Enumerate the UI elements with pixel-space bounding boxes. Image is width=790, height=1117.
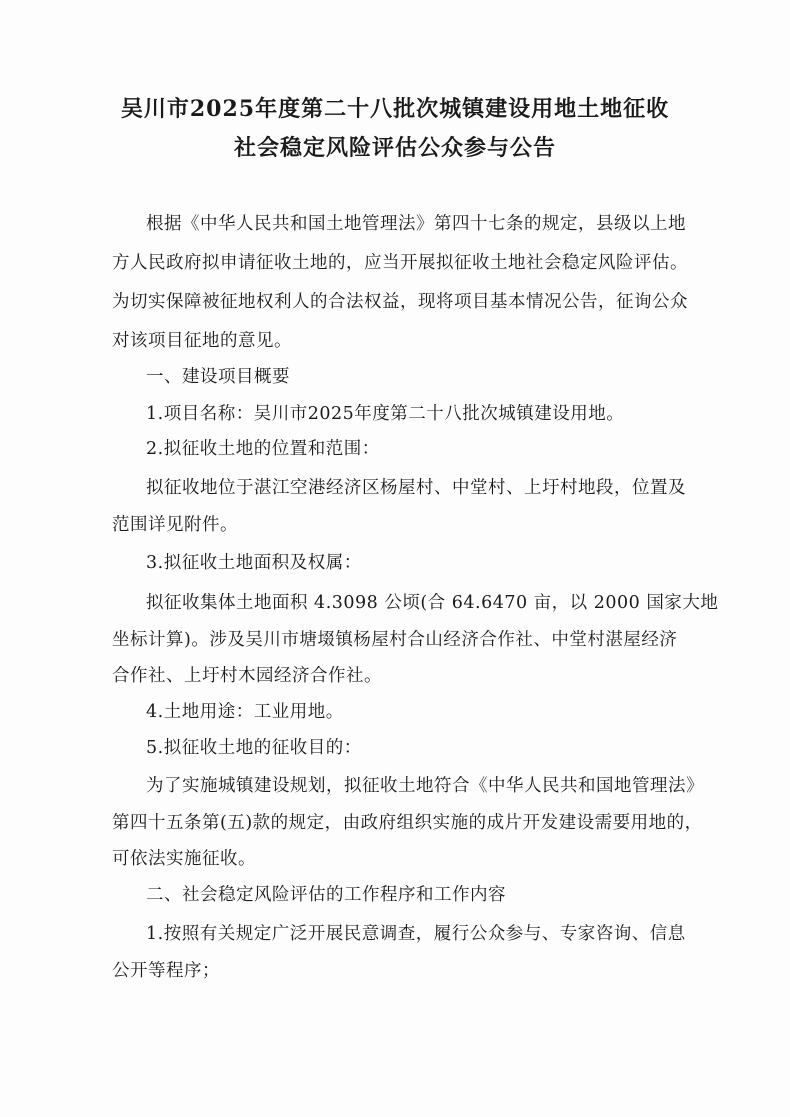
item-2-body-line-2: 范围详见附件。 [112,515,238,535]
intro-line-1: 根据《中华人民共和国土地管理法》第四十七条的规定，县级以上地 [146,214,686,234]
item-5-heading: 5.拟征收土地的征收目的： [146,738,362,758]
item-2-body-line-1: 拟征收地位于湛江空港经济区杨屋村、中堂村、上圩村地段，位置及 [146,478,686,498]
section-1-heading: 一、建设项目概要 [146,367,290,387]
section-2-item-1-line-2: 公开等程序； [112,961,220,981]
item-3-body-line-2: 坐标计算)。涉及吴川市塘㙍镇杨屋村合山经济合作社、中堂村湛屋经济 [112,630,678,650]
intro-line-4: 对该项目征地的意见。 [112,331,292,351]
item-2-heading: 2.拟征收土地的位置和范围： [146,439,380,459]
intro-line-2: 方人民政府拟申请征收土地的，应当开展拟征收土地社会稳定风险评估。 [112,253,688,273]
item-5-body-line-3: 可依法实施征收。 [112,849,256,869]
item-3-heading: 3.拟征收土地面积及权属： [146,553,362,573]
section-2-heading: 二、社会稳定风险评估的工作程序和工作内容 [146,885,506,905]
item-5-body-line-2: 第四十五条第(五)款的规定，由政府组织实施的成片开发建设需要用地的， [112,813,703,833]
section-2-item-1-line-1: 1.按照有关规定广泛开展民意调查，履行公众参与、专家咨询、信息 [146,924,686,944]
document-title-line-1: 吴川市2025年度第二十八批次城镇建设用地土地征收 [120,96,670,122]
item-4-land-use: 4.土地用途：工业用地。 [146,702,344,722]
intro-line-3: 为切实保障被征地权利人的合法权益，现将项目基本情况公告，征询公众 [112,292,688,312]
document-title-line-2: 社会稳定风险评估公众参与公告 [233,135,556,161]
item-3-body-line-1: 拟征收集体土地面积 4.3098 公顷(合 64.6470 亩，以 2000 国家大地 [146,593,719,613]
item-1-project-name: 1.项目名称：吴川市2025年度第二十八批次城镇建设用地。 [146,404,625,424]
item-5-body-line-1: 为了实施城镇建设规划，拟征收土地符合《中华人民共和国地管理法》 [146,776,704,796]
item-3-body-line-3: 合作社、上圩村木园经济合作社。 [112,666,382,686]
